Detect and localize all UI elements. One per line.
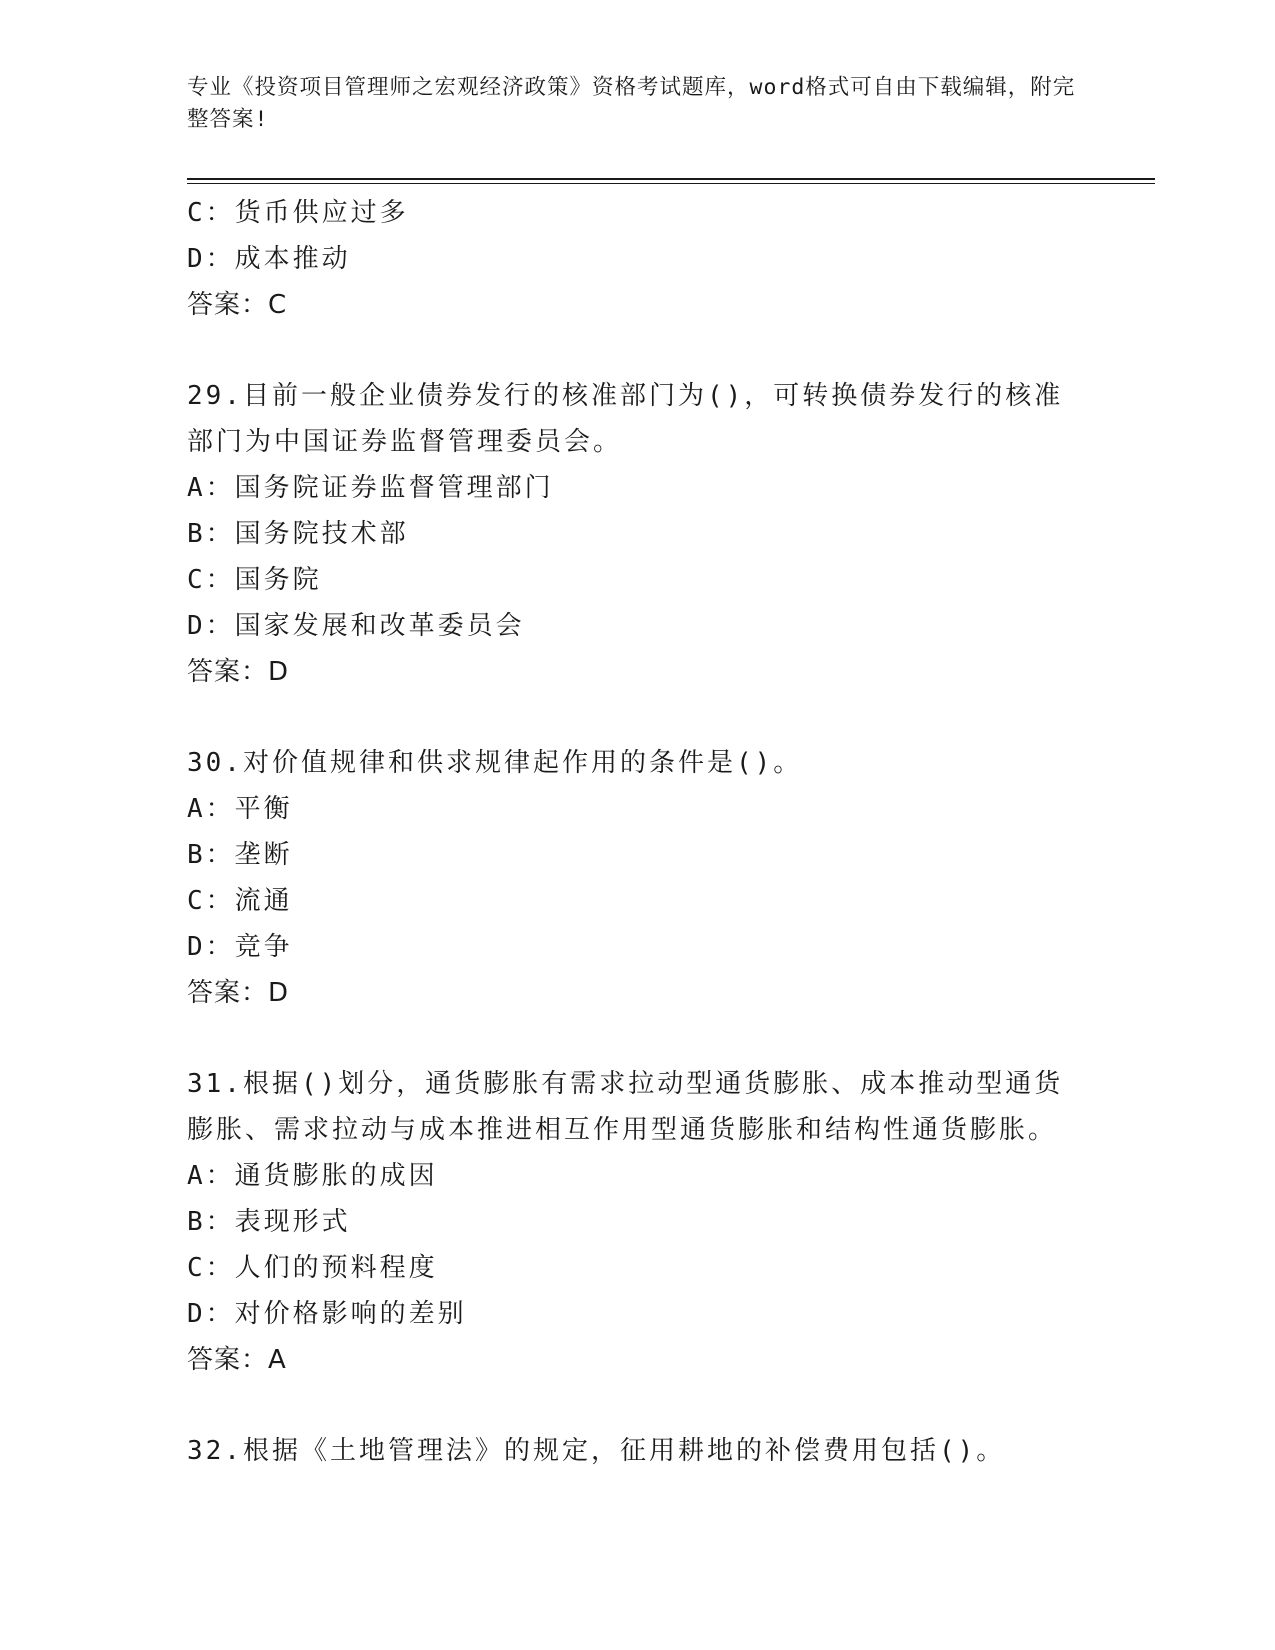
- option-a: A：国务院证券监督管理部门: [187, 473, 554, 503]
- answer-line: 答案：C: [187, 290, 288, 320]
- answer-line: 答案：D: [187, 978, 290, 1008]
- header-divider-thin: [187, 183, 1155, 184]
- document-header: 专业《投资项目管理师之宏观经济政策》资格考试题库，word格式可自由下载编辑，附完整答案!: [187, 75, 1076, 132]
- option-d: D：竞争: [187, 932, 293, 962]
- option-d: D：成本推动: [187, 244, 351, 274]
- question-stem: 32.根据《土地管理法》的规定，征用耕地的补偿费用包括()。: [187, 1436, 1006, 1466]
- option-a: A：平衡: [187, 794, 293, 824]
- option-b: B：表现形式: [187, 1207, 351, 1237]
- header-divider-thick: [187, 178, 1155, 180]
- option-c: C：人们的预料程度: [187, 1253, 438, 1283]
- answer-line: 答案：A: [187, 1345, 287, 1375]
- question-stem: 31.根据()划分，通货膨胀有需求拉动型通货膨胀、成本推动型通货膨胀、需求拉动与成本推进相互作用型通货膨胀和结构性通货膨胀。: [187, 1069, 1064, 1145]
- question-28-tail: [187, 190, 1087, 328]
- option-a: A：通货膨胀的成因: [187, 1161, 438, 1191]
- option-c: C：流通: [187, 886, 293, 916]
- option-b: B：垄断: [187, 840, 293, 870]
- question-list: [187, 190, 1087, 1474]
- question-stem: 30.对价值规律和供求规律起作用的条件是()。: [187, 748, 803, 778]
- option-b: B：国务院技术部: [187, 519, 409, 549]
- answer-line: 答案：D: [187, 657, 290, 687]
- question-30: [187, 740, 1087, 1016]
- question-stem: 29.目前一般企业债券发行的核准部门为()，可转换债券发行的核准部门为中国证券监督管理委员会。: [187, 381, 1064, 457]
- option-d: D：国家发展和改革委员会: [187, 611, 525, 641]
- question-29: [187, 373, 1087, 695]
- option-d: D：对价格影响的差别: [187, 1299, 467, 1329]
- question-31: [187, 1061, 1087, 1383]
- option-c: C：国务院: [187, 565, 322, 595]
- option-c: C：货币供应过多: [187, 198, 409, 228]
- question-32: [187, 1428, 1087, 1474]
